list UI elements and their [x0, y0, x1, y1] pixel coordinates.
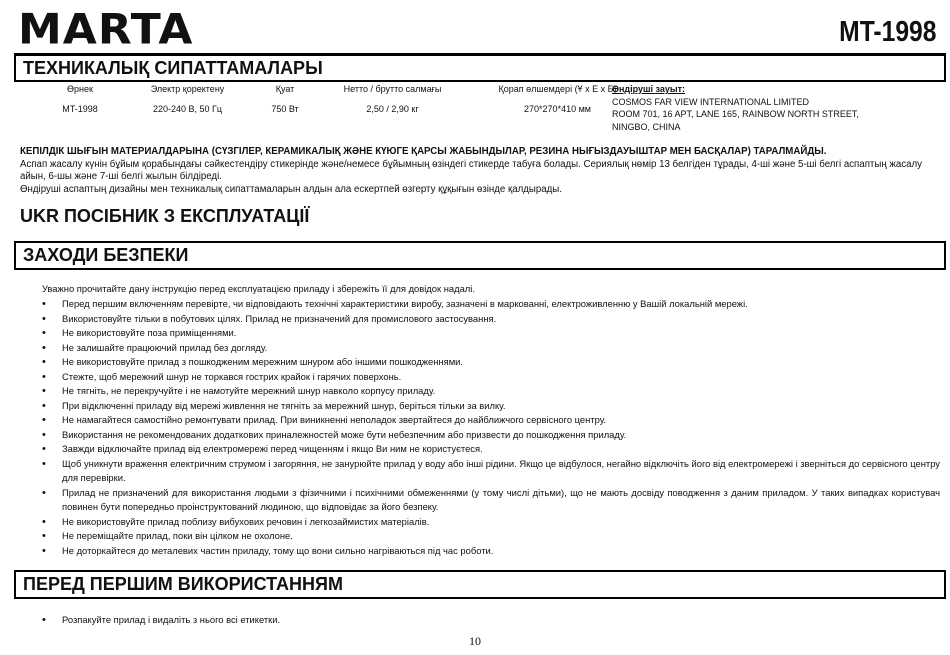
spec-table [40, 84, 645, 114]
section-heading-tech-specs: ТЕХНИКАЛЫҚ СИПАТТАМАЛАРЫ [14, 53, 946, 82]
spec-value-cell: 220-240 В, 50 Гц [152, 104, 223, 114]
spec-value-cell: MT-1998 [62, 104, 98, 114]
list-item: • Не залишайте працюючий прилад без догляду. [42, 341, 940, 356]
spec-value-cell: 2,50 / 2,90 кг [366, 104, 419, 114]
manufacturer-line: ROOM 701, 16 APT, LANE 165, RAINBOW NORTH STREET, [612, 109, 859, 119]
list-item: • Не використовуйте поза приміщеннями. [42, 326, 940, 341]
page-number: 10 [469, 634, 481, 648]
manufacturer-block [612, 83, 859, 133]
list-item: • Прилад не призначений для використання людьми з фізичними і психічними обмеженнями (у тому числі дітьми), що не мають досвіду поводження з даним приладом. У таких випадках користувач повинен бути попередньо проінструктований людиною, що відповідає за його безпеку. [42, 486, 940, 515]
spec-value-cell: 270*270*410 мм [524, 104, 591, 114]
warranty-notice [20, 146, 942, 196]
list-item: • Розпакуйте прилад і видаліть з нього всі етикетки. [42, 613, 940, 628]
spec-value-cell: 750 Вт [271, 104, 299, 114]
list-item: • При відключенні приладу від мережі живлення не тягніть за мережний шнур, беріться тільки за вилку. [42, 399, 940, 414]
rights-notice: Өндіруші аспаптың дизайны мен техникалық сипаттамаларын алдын ала ескертпей өзгерту құқығын өзінде қалдырады. [20, 183, 562, 195]
manufacturer-heading: Өндіруші зауыт: [612, 84, 685, 94]
spec-header-cell: Өрнек [67, 84, 93, 94]
list-item: • Завжди відключайте прилад від електромережі перед чищенням і якщо Ви ним не користуєтеся. [42, 442, 940, 457]
list-item: • Використовуйте тільки в побутових цілях. Прилад не призначений для промислового застосування. [42, 312, 940, 327]
spec-header-cell: Нетто / брутто салмағы [343, 84, 442, 94]
brand-logo: MARTA [18, 5, 194, 54]
spec-value-row [40, 104, 645, 114]
spec-header-cell: Қорап өлшемдері (Ұ х Е х Б) [498, 84, 617, 94]
list-item: • Не тягніть, не перекручуйте і не намотуйте мережний шнур навколо корпусу приладу. [42, 384, 940, 399]
manufacturer-line: COSMOS FAR VIEW INTERNATIONAL LIMITED [612, 96, 810, 107]
list-item: • Не використовуйте прилад з пошкодженим мережним шнуром або іншими пошкодженнями. [42, 355, 940, 370]
manufacturer-line: NINGBO, CHINA [612, 121, 681, 132]
spec-header-row [40, 84, 645, 94]
first-use-list [42, 613, 940, 628]
warranty-exclusion: КЕПІЛДІК ШЫҒЫН МАТЕРИАЛДАРЫНА (СҮЗГІЛЕР, КЕРАМИКАЛЫҚ ЖӘНЕ КҮЮГЕ ҚАРСЫ ЖАБЫНДЫЛАР, РЕЗИНА НЫҒЫЗДАУЫШТАР МЕН БАСҚАЛАР) ТАРАЛМАЙДЫ. [20, 146, 827, 157]
manufacture-date-info: Аспап жасалу күнін бұйым қорабындағы сәйкестендіру стикерінде және/немесе бұйымның өзіндегі стикерде табуға болады. Сериялық нөмір 13 белгіден тұрады, 4-ші және 5-ші белгі аспаптың жасалу айын, 6-шы және 7-ші белгі жылын білдіреді. [20, 158, 922, 182]
list-item: • Щоб уникнути враження електричним струмом і загоряння, не занурюйте прилад у воду або інші рідини. Якщо це відбулося, негайно відключіть його від електромережі і зверніться до сервісного центру для перевірки. [42, 457, 940, 486]
model-number: MT-1998 [838, 16, 936, 48]
spec-header-cell: Қуат [275, 84, 295, 94]
list-item: • Не переміщайте прилад, поки він цілком не охолоне. [42, 529, 940, 544]
list-item: • Не доторкайтеся до металевих частин приладу, тому що вони сильно нагріваються під час роботи. [42, 544, 940, 559]
list-item: • Стежте, щоб мережний шнур не торкався гострих крайок і гарячих поверхонь. [42, 370, 940, 385]
list-item: • Не використовуйте прилад поблизу вибухових речовин і легкозаймистих матеріалів. [42, 515, 940, 530]
section-heading-safety: ЗАХОДИ БЕЗПЕКИ [14, 241, 946, 270]
list-item: • Не намагайтеся самостійно ремонтувати прилад. При виникненні неполадок звертайтеся до найближчого сервісного центру. [42, 413, 940, 428]
section-heading-first-use: ПЕРЕД ПЕРШИМ ВИКОРИСТАННЯМ [14, 570, 946, 599]
list-item: • Перед першим включенням перевірте, чи відповідають технічні характеристики виробу, зазначені в маркованні, електроживленню у Вашій локальній мережі. [42, 297, 940, 312]
manual-title: UKR ПОСІБНИК З ЕКСПЛУАТАЦІЇ [20, 206, 310, 226]
spec-header-cell: Электр қоректену [150, 84, 225, 94]
safety-list [42, 297, 940, 558]
list-item: • Використання не рекомендованих додаткових приналежностей може бути небезпечним або призвести до пошкодження приладу. [42, 428, 940, 443]
safety-intro: Уважно прочитайте дану інструкцію перед експлуатацією приладу і збережіть її для довідок надалі. [42, 283, 475, 294]
